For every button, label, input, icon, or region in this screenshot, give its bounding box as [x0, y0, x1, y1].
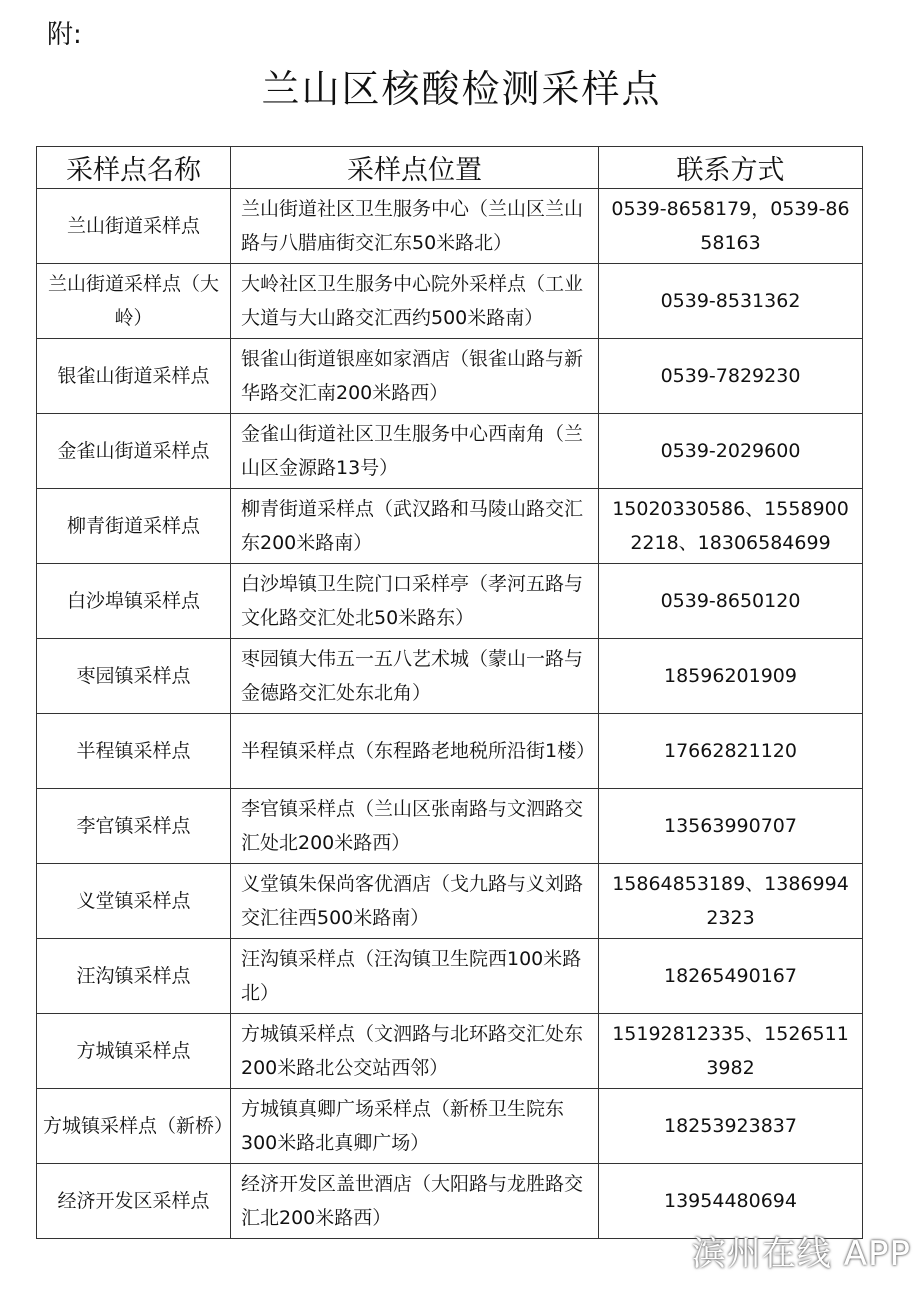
site-name: 兰山街道采样点 [37, 189, 231, 264]
site-address: 义堂镇朱保尚客优酒店（戈九路与义刘路交汇往西500米路南） [231, 864, 599, 939]
site-phone: 0539-2029600 [599, 414, 863, 489]
table-row [37, 714, 863, 789]
site-address: 银雀山街道银座如家酒店（银雀山路与新华路交汇南200米路西） [231, 339, 599, 414]
site-name: 经济开发区采样点 [37, 1164, 231, 1239]
header-contact: 联系方式 [599, 147, 863, 189]
attachment-note: 附: [47, 20, 82, 50]
site-name: 汪沟镇采样点 [37, 939, 231, 1014]
table-row [37, 339, 863, 414]
site-phone: 0539-8658179，0539-8658163 [599, 189, 863, 264]
site-address: 白沙埠镇卫生院门口采样亭（孝河五路与文化路交汇处北50米路东） [231, 564, 599, 639]
site-phone: 15020330586、15589002218、18306584699 [599, 489, 863, 564]
site-address: 柳青街道采样点（武汉路和马陵山路交汇东200米路南） [231, 489, 599, 564]
site-phone: 15864853189、13869942323 [599, 864, 863, 939]
table-row [37, 564, 863, 639]
site-address: 半程镇采样点（东程路老地税所沿街1楼） [231, 714, 599, 789]
site-phone: 0539-8650120 [599, 564, 863, 639]
site-name: 兰山街道采样点（大岭） [37, 264, 231, 339]
site-name: 白沙埠镇采样点 [37, 564, 231, 639]
site-name: 柳青街道采样点 [37, 489, 231, 564]
table-row [37, 939, 863, 1014]
site-phone: 18596201909 [599, 639, 863, 714]
site-phone: 13563990707 [599, 789, 863, 864]
site-phone: 0539-7829230 [599, 339, 863, 414]
site-phone: 15192812335、15265113982 [599, 1014, 863, 1089]
site-name: 方城镇采样点 [37, 1014, 231, 1089]
site-address: 枣园镇大伟五一五八艺术城（蒙山一路与金德路交汇处东北角） [231, 639, 599, 714]
site-address: 大岭社区卫生服务中心院外采样点（工业大道与大山路交汇西约500米路南） [231, 264, 599, 339]
site-name: 枣园镇采样点 [37, 639, 231, 714]
site-phone: 13954480694 [599, 1164, 863, 1239]
site-phone: 18265490167 [599, 939, 863, 1014]
site-phone: 17662821120 [599, 714, 863, 789]
site-phone: 0539-8531362 [599, 264, 863, 339]
table-row [37, 414, 863, 489]
table-header-row [37, 147, 863, 189]
site-name: 银雀山街道采样点 [37, 339, 231, 414]
site-address: 李官镇采样点（兰山区张南路与文泗路交汇处北200米路西） [231, 789, 599, 864]
site-name: 李官镇采样点 [37, 789, 231, 864]
site-address: 方城镇采样点（文泗路与北环路交汇处东200米路北公交站西邻） [231, 1014, 599, 1089]
table-row [37, 264, 863, 339]
site-name: 方城镇采样点（新桥） [37, 1089, 231, 1164]
site-phone: 18253923837 [599, 1089, 863, 1164]
site-address: 经济开发区盖世酒店（大阳路与龙胜路交汇北200米路西） [231, 1164, 599, 1239]
site-address: 方城镇真卿广场采样点（新桥卫生院东300米路北真卿广场） [231, 1089, 599, 1164]
table-row [37, 189, 863, 264]
table-row [37, 864, 863, 939]
table-row [37, 639, 863, 714]
header-name: 采样点名称 [37, 147, 231, 189]
table-row [37, 489, 863, 564]
site-address: 金雀山街道社区卫生服务中心西南角（兰山区金源路13号） [231, 414, 599, 489]
page-title: 兰山区核酸检测采样点 [261, 67, 662, 111]
site-address: 兰山街道社区卫生服务中心（兰山区兰山路与八腊庙街交汇东50米路北） [231, 189, 599, 264]
site-address: 汪沟镇采样点（汪沟镇卫生院西100米路北） [231, 939, 599, 1014]
sampling-points-table [36, 146, 863, 1239]
watermark-logo: 滨州在线 APP [691, 1234, 911, 1274]
site-name: 金雀山街道采样点 [37, 414, 231, 489]
header-location: 采样点位置 [231, 147, 599, 189]
table-row [37, 1014, 863, 1089]
site-name: 半程镇采样点 [37, 714, 231, 789]
table-row [37, 1089, 863, 1164]
table-row [37, 789, 863, 864]
site-name: 义堂镇采样点 [37, 864, 231, 939]
